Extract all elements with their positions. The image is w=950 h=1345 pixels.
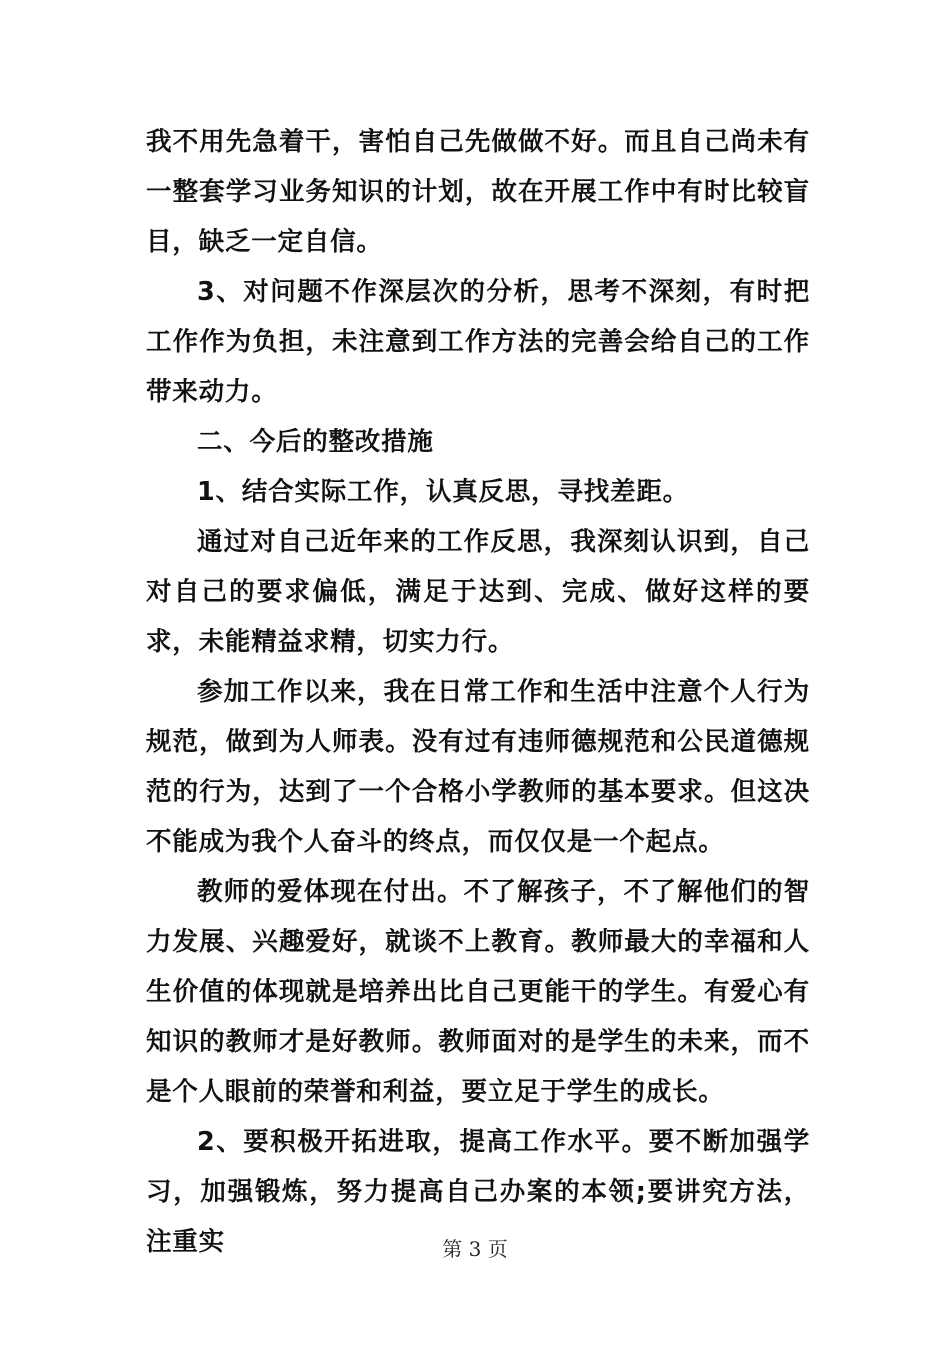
paragraph-5: 通过对自己近年来的工作反思，我深刻认识到，自己对自己的要求偏低，满足于达到、完成、做好这样的要求，未能精益求精，切实力行。 bbox=[146, 527, 810, 657]
paragraph-item-2: 2、要积极开拓进取，提高工作水平。要不断加强学习，加强锻炼，努力提高自己办案的本领;要讲究方法，注重实 bbox=[146, 1127, 810, 1257]
document-body bbox=[146, 117, 810, 1267]
paragraph-1: 我不用先急着干，害怕自己先做做不好。而且自己尚未有一整套学习业务知识的计划，故在开展工作中有时比较盲目，缺乏一定自信。 bbox=[146, 127, 810, 257]
section-heading: 二、今后的整改措施 bbox=[197, 427, 434, 457]
paragraph-7: 教师的爱体现在付出。不了解孩子，不了解他们的智力发展、兴趣爱好，就谈不上教育。教师最大的幸福和人生价值的体现就是培养出比自己更能干的学生。有爱心有知识的教师才是好教师。教师面对的是学生的未来，而不是个人眼前的荣誉和利益，要立足于学生的成长。 bbox=[146, 877, 810, 1107]
paragraph-2: 3、对问题不作深层次的分析，思考不深刻，有时把工作作为负担，未注意到工作方法的完善会给自己的工作带来动力。 bbox=[146, 277, 810, 407]
paragraph-6: 参加工作以来，我在日常工作和生活中注意个人行为规范，做到为人师表。没有过有违师德规范和公民道德规范的行为，达到了一个合格小学教师的基本要求。但这决不能成为我个人奋斗的终点，而仅仅是一个起点。 bbox=[146, 677, 810, 857]
paragraph-item-1: 1、结合实际工作，认真反思，寻找差距。 bbox=[197, 477, 689, 507]
page-number: 第 3 页 bbox=[442, 1237, 508, 1261]
